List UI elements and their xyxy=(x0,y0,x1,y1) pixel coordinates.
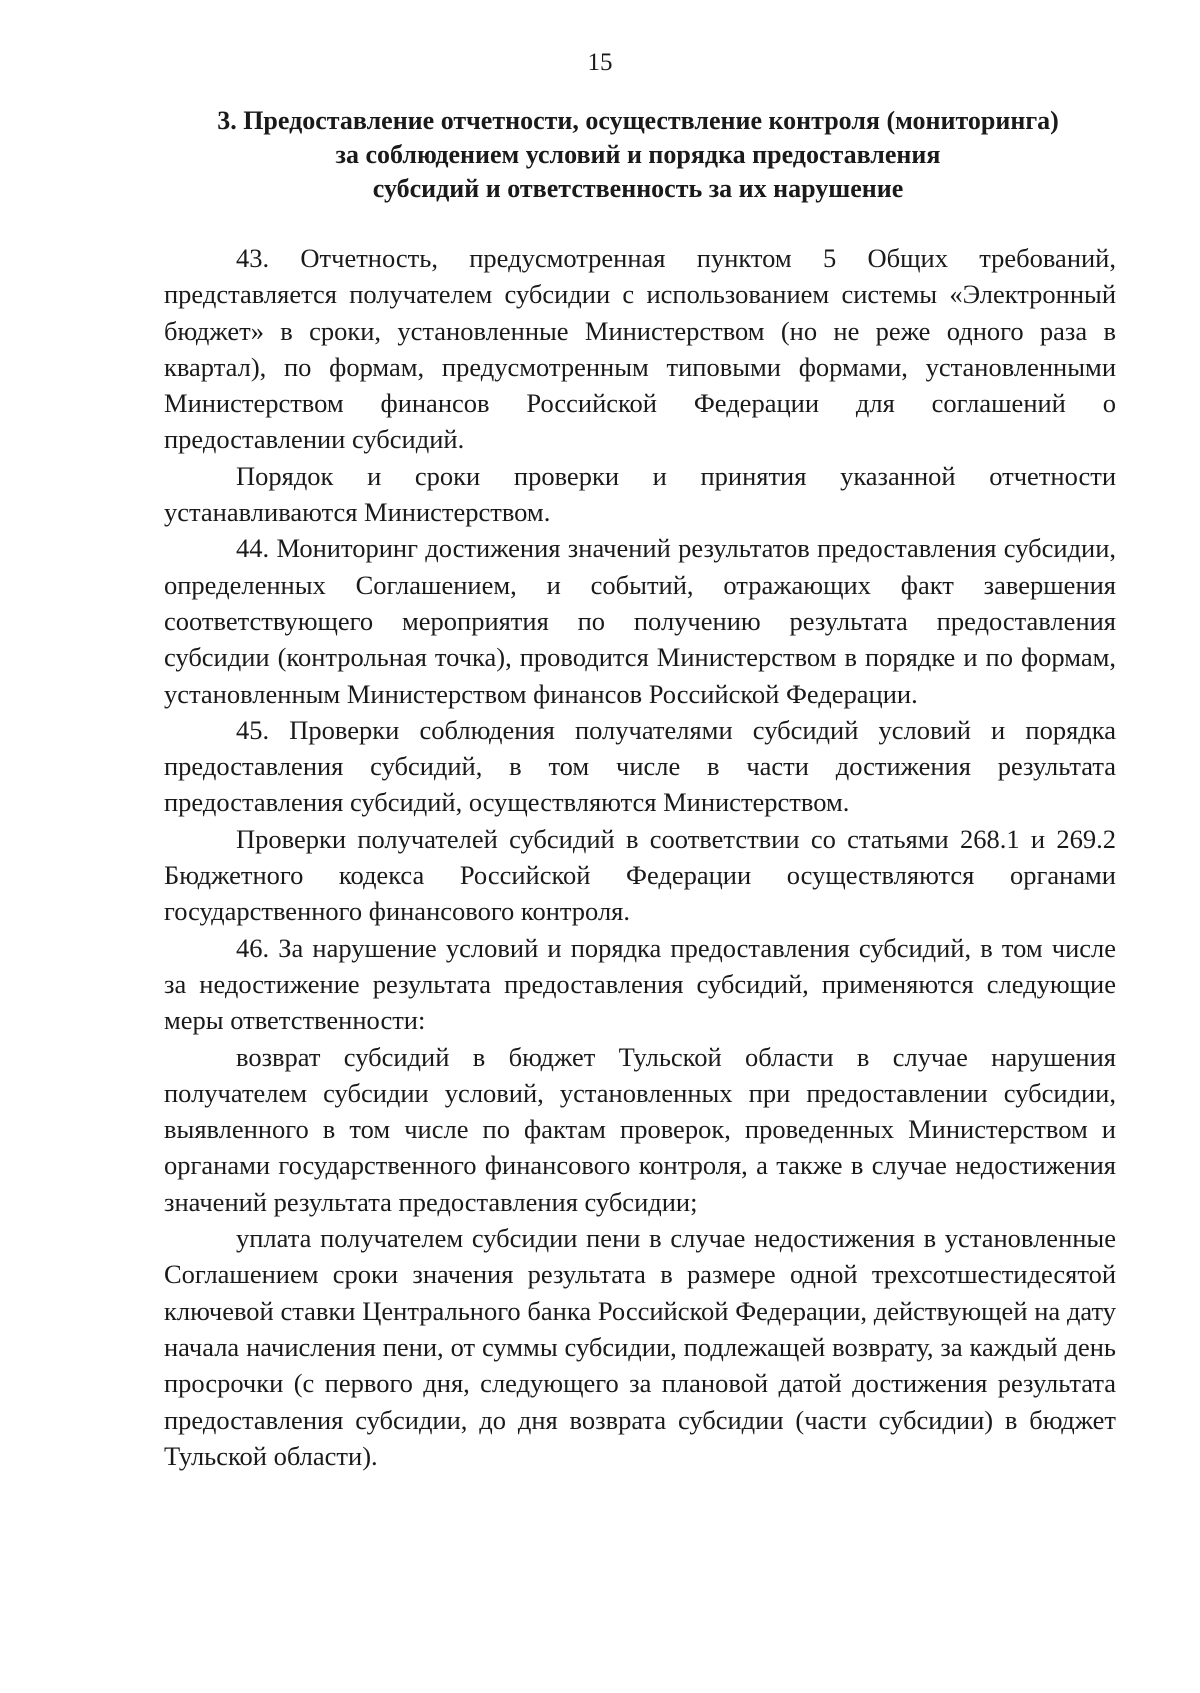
section-heading xyxy=(160,104,1116,206)
paragraph-46-measure-refund: возврат субсидий в бюджет Тульской области в случае нарушения получателем субсидии условий, установленных при предоставлении субсидии, выявленного в том числе по фактам проверок, проведенных Министерством и органами государственного финансового контроля, а также в случае недостижения значений результата предоставления субсидии; xyxy=(164,1041,1116,1217)
document-body xyxy=(164,240,1116,1474)
section-heading-line-2: за соблюдением условий и порядка предоставления xyxy=(335,140,941,169)
paragraph-44: 44. Мониторинг достижения значений результатов предоставления субсидии, определенных Соглашением, и событий, отражающих факт завершения соответствующего мероприятия по получению результата предоставления субсидии (контрольная точка), проводится Министерством в порядке и по формам, установленным Министерством финансов Российской Федерации. xyxy=(164,533,1116,709)
page-number: 15 xyxy=(587,49,613,76)
section-heading-line-3: субсидий и ответственность за их нарушение xyxy=(372,174,904,203)
paragraph-43-continuation: Порядок и сроки проверки и принятия указанной отчетности устанавливаются Министерством. xyxy=(164,460,1116,528)
section-heading-line-1: 3. Предоставление отчетности, осуществление контроля (мониторинга) xyxy=(217,106,1059,135)
paragraph-45-continuation: Проверки получателей субсидий в соответствии со статьями 268.1 и 269.2 Бюджетного кодекса Российской Федерации осуществляются органами государственного финансового контроля. xyxy=(164,823,1116,927)
paragraph-43: 43. Отчетность, предусмотренная пунктом 5 Общих требований, представляется получателем субсидии с использованием системы «Электронный бюджет» в сроки, установленные Министерством (но не реже одного раза в квартал), по формам, предусмотренным типовыми формами, установленными Министерством финансов Российской Федерации для соглашений о предоставлении субсидий. xyxy=(164,243,1116,455)
paragraph-45: 45. Проверки соблюдения получателями субсидий условий и порядка предоставления субсидий, в том числе в части достижения результата предоставления субсидий, осуществляются Министерством. xyxy=(164,714,1116,818)
paragraph-46-measure-penalty: уплата получателем субсидии пени в случае недостижения в установленные Соглашением сроки значения результата в размере одной трехсотшестидесятой ключевой ставки Центрального банка Российской Федерации, действующей на дату начала начисления пени, от суммы субсидии, подлежащей возврату, за каждый день просрочки (с первого дня, следующего за плановой датой достижения результата предоставления субсидии, до дня возврата субсидии (части субсидии) в бюджет Тульской области). xyxy=(164,1223,1116,1471)
paragraph-46: 46. За нарушение условий и порядка предоставления субсидий, в том числе за недостижение результата предоставления субсидий, применяются следующие меры ответственности: xyxy=(164,932,1116,1036)
